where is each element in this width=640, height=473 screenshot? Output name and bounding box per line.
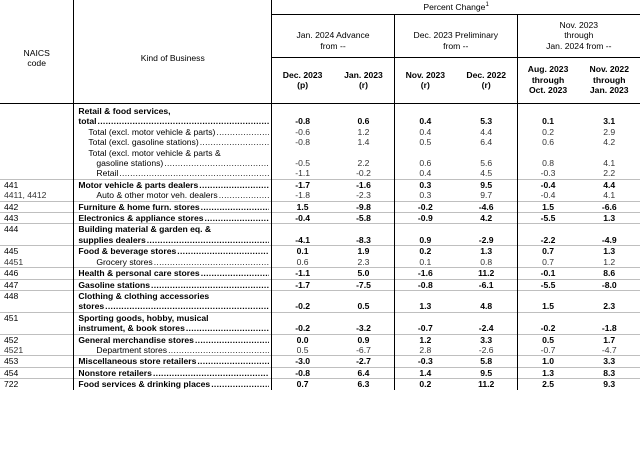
value-cell: -0.8 (272, 367, 333, 378)
group-heading-three-month: Nov. 2023 through Jan. 2024 from -- (546, 19, 612, 51)
kind-of-business: Clothing & clothing accessories (74, 290, 272, 301)
value-cell: -2.4 (456, 323, 517, 334)
value-cell: 1.9 (333, 246, 394, 257)
value-cell: 1.4 (394, 367, 455, 378)
dot-leader (164, 158, 269, 168)
kind-of-business: Total (excl. motor vehicle & parts & (74, 148, 272, 158)
table-row (0, 148, 640, 158)
kind-of-business: Department stores ..... (74, 345, 272, 356)
dot-leader (205, 213, 270, 223)
value-cell (517, 106, 578, 116)
naics-code: 442 (0, 201, 74, 212)
value-cell: -1.8 (601, 323, 617, 334)
value-cell (517, 224, 578, 235)
table-row (0, 312, 640, 323)
table-row (0, 201, 640, 212)
value-cell: 1.2 (603, 256, 616, 267)
value-cell: -2.7 (333, 356, 394, 367)
value-cell: 4.5 (456, 168, 517, 179)
dot-leader (211, 379, 269, 389)
col-heading-0: Dec. 2023 (p) (272, 57, 333, 103)
naics-code: 451 (0, 312, 74, 323)
value-cell: -0.7 (417, 323, 433, 334)
value-cell: -6.1 (456, 279, 517, 290)
kind-of-business: total ..... (74, 116, 272, 126)
table-body (0, 106, 640, 390)
kind-of-business: Retail & food services, (74, 106, 272, 116)
value-cell: -1.6 (333, 179, 394, 190)
kind-of-business: stores ..... (74, 301, 272, 312)
value-cell: 1.2 (333, 127, 394, 137)
kind-of-business-heading: Kind of Business (74, 14, 272, 103)
value-cell: 0.1 (272, 246, 333, 257)
table-row (0, 235, 640, 246)
value-cell: 0.1 (542, 116, 555, 127)
value-cell: -1.7 (272, 279, 333, 290)
value-cell (333, 312, 394, 323)
value-cell: 0.5 (333, 301, 394, 312)
table-row (0, 224, 640, 235)
value-cell: -2.3 (333, 190, 394, 201)
value-cell: 1.0 (517, 356, 578, 367)
value-cell: 2.2 (333, 158, 394, 168)
percent-change-heading: Percent Change$^1$ (272, 0, 640, 14)
value-cell (333, 290, 394, 301)
value-cell: 1.3 (456, 246, 517, 257)
value-cell: -0.7 (540, 344, 556, 355)
value-cell: 0.4 (419, 126, 432, 137)
value-cell: 1.3 (578, 246, 640, 257)
dot-leader (119, 168, 269, 178)
value-cell: -0.4 (517, 179, 578, 190)
value-cell: -2.6 (456, 345, 517, 356)
value-cell: 2.3 (603, 301, 616, 312)
naics-code (0, 137, 74, 147)
value-cell: 11.2 (456, 268, 517, 279)
value-cell: -0.6 (295, 126, 311, 137)
value-cell (517, 290, 578, 301)
table-row (0, 290, 640, 301)
value-cell: 3.3 (578, 356, 640, 367)
table-header (0, 0, 640, 106)
table-row (0, 279, 640, 290)
value-cell (333, 224, 394, 235)
value-cell: 0.0 (272, 334, 333, 345)
value-cell: -0.8 (295, 116, 311, 127)
kind-of-business: Food & beverage stores ..... (74, 246, 272, 257)
value-cell: 9.7 (456, 190, 517, 201)
kind-of-business: Furniture & home furn. stores ..... (74, 201, 272, 212)
value-cell (456, 106, 517, 116)
value-cell: 0.9 (333, 334, 394, 345)
naics-code (0, 235, 74, 246)
value-cell: 0.5 (296, 344, 309, 355)
naics-code (0, 148, 74, 158)
value-cell: 1.7 (578, 334, 640, 345)
value-cell (578, 106, 640, 116)
dot-leader (201, 202, 270, 212)
value-cell: 2.2 (603, 168, 616, 179)
value-cell (578, 224, 640, 235)
value-cell (578, 148, 640, 158)
naics-code: 445 (0, 246, 74, 257)
table-row (0, 345, 640, 356)
value-cell: 3.1 (603, 116, 616, 127)
dot-leader (147, 235, 269, 245)
value-cell: 4.1 (603, 190, 616, 201)
value-cell: -1.8 (295, 190, 311, 201)
value-cell: 1.5 (272, 201, 333, 212)
dot-leader (154, 257, 269, 267)
kind-of-business: Auto & other motor veh. dealers ..... (74, 190, 272, 201)
value-cell: 6.3 (333, 379, 394, 390)
col-heading-1: Jan. 2023 (r) (333, 57, 394, 103)
value-cell: 4.8 (456, 301, 517, 312)
value-cell: 2.9 (603, 126, 616, 137)
kind-of-business: Gasoline stations ..... (74, 279, 272, 290)
naics-code (0, 301, 74, 312)
kind-of-business: Electronics & appliance stores ..... (74, 213, 272, 224)
value-cell (272, 106, 333, 116)
value-cell (394, 106, 455, 116)
value-cell: 1.3 (578, 213, 640, 224)
value-cell (394, 312, 455, 323)
value-cell: 0.9 (419, 234, 432, 245)
value-cell: 0.6 (542, 137, 555, 148)
value-cell (517, 312, 578, 323)
value-cell: 4.4 (456, 127, 517, 137)
dot-leader (151, 280, 269, 290)
value-cell (394, 224, 455, 235)
value-cell: 0.6 (296, 256, 309, 267)
value-cell: 5.8 (456, 356, 517, 367)
value-cell: -1.1 (295, 168, 311, 179)
value-cell: 1.5 (517, 201, 578, 212)
table-row (0, 323, 640, 334)
table-row (0, 367, 640, 378)
value-cell (456, 224, 517, 235)
value-cell (394, 148, 455, 158)
naics-code: 444 (0, 224, 74, 235)
table-row (0, 213, 640, 224)
naics-code: 446 (0, 268, 74, 279)
value-cell: 5.0 (333, 268, 394, 279)
col-heading-2: Nov. 2023 (r) (394, 57, 455, 103)
value-cell (517, 148, 578, 158)
table-row (0, 168, 640, 179)
kind-of-business: Motor vehicle & parts dealers ..... (74, 179, 272, 190)
value-cell: 0.7 (272, 379, 333, 390)
value-cell: -4.6 (456, 201, 517, 212)
value-cell: -0.3 (394, 356, 455, 367)
kind-of-business: supplies dealers ..... (74, 235, 272, 246)
value-cell: 4.4 (578, 179, 640, 190)
naics-code (0, 323, 74, 334)
dot-leader (105, 301, 269, 311)
value-cell: 0.7 (517, 246, 578, 257)
value-cell: -0.3 (540, 168, 556, 179)
value-cell: -0.4 (540, 190, 556, 201)
value-cell: -5.8 (333, 213, 394, 224)
value-cell: 8.3 (578, 367, 640, 378)
value-cell: 6.4 (333, 367, 394, 378)
kind-of-business: General merchandise stores ..... (74, 334, 272, 345)
value-cell: -9.8 (333, 201, 394, 212)
value-cell: 9.5 (456, 367, 517, 378)
kind-of-business: Nonstore retailers ..... (74, 367, 272, 378)
kind-of-business: Sporting goods, hobby, musical (74, 312, 272, 323)
table-row (0, 257, 640, 268)
table-row (0, 127, 640, 137)
value-cell: 1.5 (542, 301, 555, 312)
naics-code (0, 106, 74, 116)
value-cell: -2.2 (540, 234, 556, 245)
col-heading-4: Aug. 2023 through Oct. 2023 (517, 57, 578, 103)
table-row (0, 379, 640, 390)
naics-heading: NAICS code (0, 14, 74, 103)
value-cell: 0.2 (542, 126, 555, 137)
value-cell: 0.4 (419, 168, 432, 179)
value-cell: -0.2 (295, 301, 311, 312)
value-cell: 6.4 (456, 137, 517, 147)
dot-leader (186, 323, 269, 333)
value-cell: 0.3 (419, 190, 432, 201)
naics-code: 452 (0, 334, 74, 345)
value-cell: -4.1 (295, 234, 311, 245)
footnote-marker: 1 (485, 1, 489, 8)
value-cell: -3.2 (333, 323, 394, 334)
value-cell: -2.9 (456, 235, 517, 246)
kind-of-business: Grocery stores ..... (74, 257, 272, 268)
group-heading-preliminary: Dec. 2023 Preliminary from -- (394, 14, 517, 57)
kind-of-business: Food services & drinking places ..... (74, 379, 272, 390)
value-cell (578, 312, 640, 323)
value-cell: 9.3 (578, 379, 640, 390)
value-cell: 0.7 (542, 256, 555, 267)
value-cell: 0.1 (419, 256, 432, 267)
value-cell: -0.4 (272, 213, 333, 224)
value-cell: -5.5 (517, 279, 578, 290)
value-cell: 0.8 (456, 257, 517, 268)
naics-code (0, 127, 74, 137)
table-row (0, 190, 640, 201)
value-cell: -3.0 (272, 356, 333, 367)
value-cell: 0.5 (419, 137, 432, 148)
value-cell: 1.3 (517, 367, 578, 378)
naics-code: 4451 (0, 257, 74, 268)
value-cell: 0.5 (517, 334, 578, 345)
value-cell: 1.3 (419, 301, 432, 312)
value-cell: 1.2 (394, 334, 455, 345)
value-cell: -6.6 (578, 201, 640, 212)
value-cell: 0.3 (394, 179, 455, 190)
value-cell (456, 148, 517, 158)
table-row (0, 106, 640, 116)
value-cell (272, 290, 333, 301)
table-row (0, 137, 640, 147)
dot-leader (195, 335, 269, 345)
value-cell: -1.1 (272, 268, 333, 279)
value-cell: 5.3 (456, 116, 517, 126)
table-row (0, 179, 640, 190)
naics-code: 447 (0, 279, 74, 290)
value-cell: 11.2 (456, 379, 517, 390)
naics-code: 441 (0, 179, 74, 190)
value-cell (578, 290, 640, 301)
dot-leader (201, 268, 269, 278)
table-row (0, 268, 640, 279)
value-cell: -8.0 (578, 279, 640, 290)
value-cell: 0.6 (419, 158, 432, 169)
col-heading-3: Dec. 2022 (r) (456, 57, 517, 103)
value-cell (272, 312, 333, 323)
table-row (0, 158, 640, 168)
table-row (0, 246, 640, 257)
value-cell: 4.1 (603, 158, 616, 169)
value-cell: -0.2 (394, 201, 455, 212)
value-cell: -4.7 (601, 344, 617, 355)
value-cell: 0.8 (542, 158, 555, 169)
table-row (0, 301, 640, 312)
naics-code (0, 116, 74, 126)
naics-code (0, 168, 74, 179)
dot-leader (177, 246, 269, 256)
value-cell: 2.8 (419, 344, 432, 355)
value-cell: 2.5 (517, 379, 578, 390)
value-cell: 1.4 (333, 137, 394, 147)
kind-of-business: Retail ..... (74, 168, 272, 179)
value-cell: 8.6 (578, 268, 640, 279)
naics-code: 443 (0, 213, 74, 224)
naics-code: 722 (0, 379, 74, 390)
value-cell: -1.6 (394, 268, 455, 279)
value-cell: 9.5 (456, 179, 517, 190)
value-cell: 0.2 (394, 379, 455, 390)
naics-code: 448 (0, 290, 74, 301)
table-row (0, 356, 640, 367)
value-cell: 4.2 (456, 213, 517, 224)
value-cell: -8.3 (333, 235, 394, 246)
value-cell: -6.7 (333, 345, 394, 356)
value-cell (333, 106, 394, 116)
naics-code: 4521 (0, 345, 74, 356)
value-cell: -0.2 (295, 323, 311, 334)
table-row (0, 334, 640, 345)
kind-of-business: Building material & garden eq. & (74, 224, 272, 235)
value-cell: 4.2 (603, 137, 616, 148)
kind-of-business: Miscellaneous store retailers ..... (74, 356, 272, 367)
value-cell: -0.2 (540, 323, 556, 334)
table-row (0, 116, 640, 126)
value-cell: -0.8 (295, 137, 311, 148)
value-cell (333, 148, 394, 158)
value-cell: -0.1 (517, 268, 578, 279)
kind-of-business: Health & personal care stores ..... (74, 268, 272, 279)
value-cell: -0.9 (394, 213, 455, 224)
value-cell: 3.3 (456, 334, 517, 345)
value-cell (394, 290, 455, 301)
value-cell: 0.2 (394, 246, 455, 257)
value-cell: -7.5 (333, 279, 394, 290)
value-cell: -5.5 (517, 213, 578, 224)
dot-leader (98, 116, 270, 126)
group-heading-advance: Jan. 2024 Advance from -- (272, 14, 395, 57)
value-cell (272, 224, 333, 235)
value-cell: 2.3 (333, 257, 394, 268)
value-cell: -0.8 (394, 279, 455, 290)
dot-leader (200, 137, 269, 147)
value-cell: 5.6 (456, 158, 517, 168)
kind-of-business: instrument, & book stores ..... (74, 323, 272, 334)
value-cell (456, 312, 517, 323)
value-cell (272, 148, 333, 158)
dot-leader (197, 356, 269, 366)
dot-leader (219, 190, 269, 200)
value-cell: -0.5 (295, 158, 311, 169)
dot-leader (153, 368, 269, 378)
naics-code (0, 158, 74, 168)
col-heading-5: Nov. 2022 through Jan. 2023 (578, 57, 640, 103)
value-cell: -0.2 (333, 168, 394, 179)
value-cell (456, 290, 517, 301)
value-cell: 0.6 (333, 116, 394, 126)
dot-leader (199, 180, 269, 190)
value-cell: -4.9 (601, 234, 617, 245)
naics-code: 454 (0, 367, 74, 378)
dot-leader (216, 127, 269, 137)
kind-of-business: Total (excl. motor vehicle & parts) ..... (74, 127, 272, 137)
value-cell: 0.4 (419, 116, 432, 127)
dot-leader (168, 345, 269, 355)
kind-of-business: gasoline stations) ..... (74, 158, 272, 168)
value-cell: -1.7 (272, 179, 333, 190)
naics-code: 4411, 4412 (0, 190, 74, 201)
naics-code: 453 (0, 356, 74, 367)
kind-of-business: Total (excl. gasoline stations) ..... (74, 137, 272, 147)
